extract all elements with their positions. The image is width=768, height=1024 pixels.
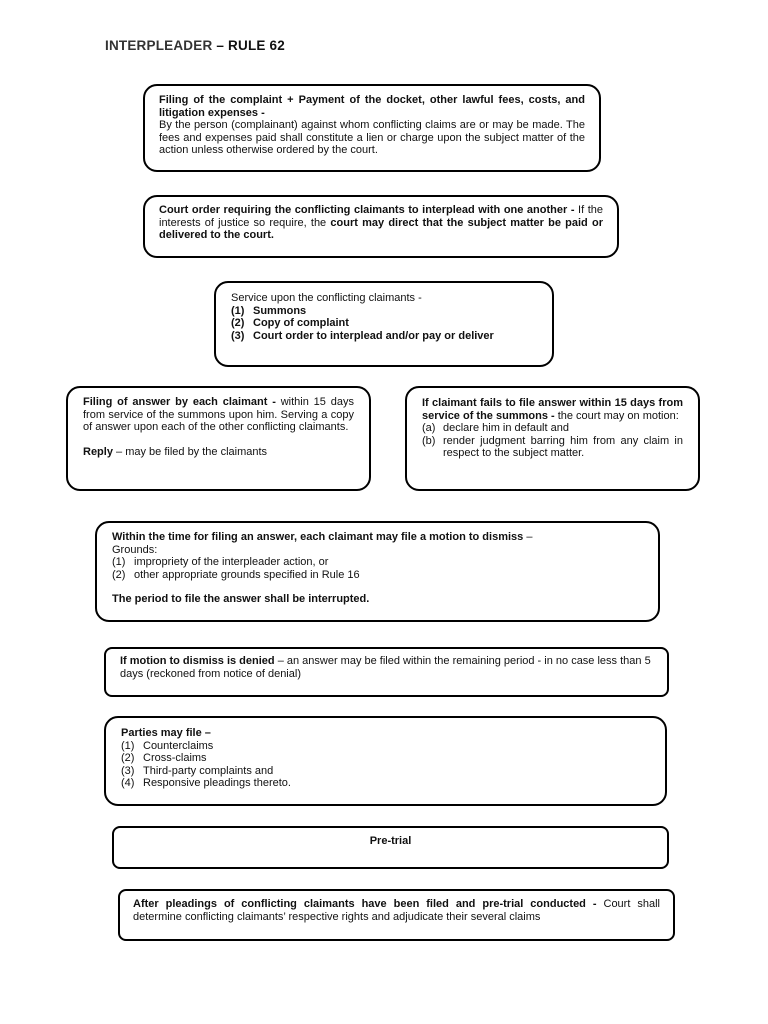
service-intro: Service upon the conflicting claimants - (231, 292, 422, 304)
list-item: (1) Summons (231, 304, 307, 317)
parties-may-file-heading: Parties may file – (121, 727, 211, 739)
list-item: (4) Responsive pleadings thereto. (121, 777, 291, 790)
default-text: If claimant fails to file answer within 15 days from service of the summons - the court may on motion: (422, 397, 683, 422)
motion-to-dismiss-heading: Within the time for filing an answer, each claimant may file a motion to dismiss – (112, 531, 533, 543)
parties-may-file-box (104, 716, 667, 806)
list-item: (1) impropriety of the interpleader action, or (112, 556, 329, 569)
complaint-filing-heading: Filing of the complaint + Payment of the docket, other lawful fees, costs, and litigation expenses - (159, 94, 585, 119)
list-item: (2) Cross-claims (121, 752, 207, 765)
list-item: (1) Counterclaims (121, 739, 214, 752)
list-item: (a) declare him in default and (422, 422, 569, 435)
adjudication-box (118, 889, 675, 941)
default-box (405, 386, 700, 491)
motion-denied-box (104, 647, 669, 697)
answer-filing-text: Filing of answer by each claimant - within 15 days from service of the summons upon him. Serving a copy of answer upon each of the other conflicting claimants. (83, 396, 354, 434)
list-item: (b) render judgment barring him from any claim in respect to the subject matter. (422, 434, 683, 460)
reply-text: Reply – may be filed by the claimants (83, 445, 268, 458)
list-item: (3) Court order to interplead and/or pay or deliver (231, 329, 494, 342)
page-title: INTERPLEADER – RULE 62 (105, 38, 285, 53)
list-item: (2) Copy of complaint (231, 317, 349, 330)
adjudication-text: After pleadings of conflicting claimants have been filed and pre-trial conducted - Court shall determine conflicting claimants’ respective rights and adjudicate their several claims (133, 898, 660, 923)
grounds-label: Grounds: (112, 543, 158, 556)
list-item: (3) Third-party complaints and (121, 764, 274, 777)
interplead-order-box (143, 195, 619, 258)
motion-denied-text: If motion to dismiss is denied – an answer may be filed within the remaining period - in no case less than 5 days (reckoned from notice of denial) (120, 655, 651, 680)
motion-to-dismiss-box (95, 521, 660, 622)
complaint-filing-box (143, 84, 601, 172)
answer-filing-box (66, 386, 371, 491)
list-item: (2) other appropriate grounds specified in Rule 16 (112, 568, 360, 581)
pre-trial-box (112, 826, 669, 869)
interruption-note: The period to file the answer shall be interrupted. (112, 593, 370, 606)
service-box (214, 281, 554, 367)
complaint-filing-body: By the person (complainant) against whom conflicting claims are or may be made. The fees and expenses paid shall constitute a lien or charge upon the subject matter of the action unless otherwise ordered by the court. (159, 119, 585, 157)
pre-trial-label: Pre-trial (369, 835, 412, 847)
interplead-order-text: Court order requiring the conflicting claimants to interplead with one another - If the interests of justice so require, the court may direct that the subject matter be paid or delivered to the court. (159, 204, 603, 242)
